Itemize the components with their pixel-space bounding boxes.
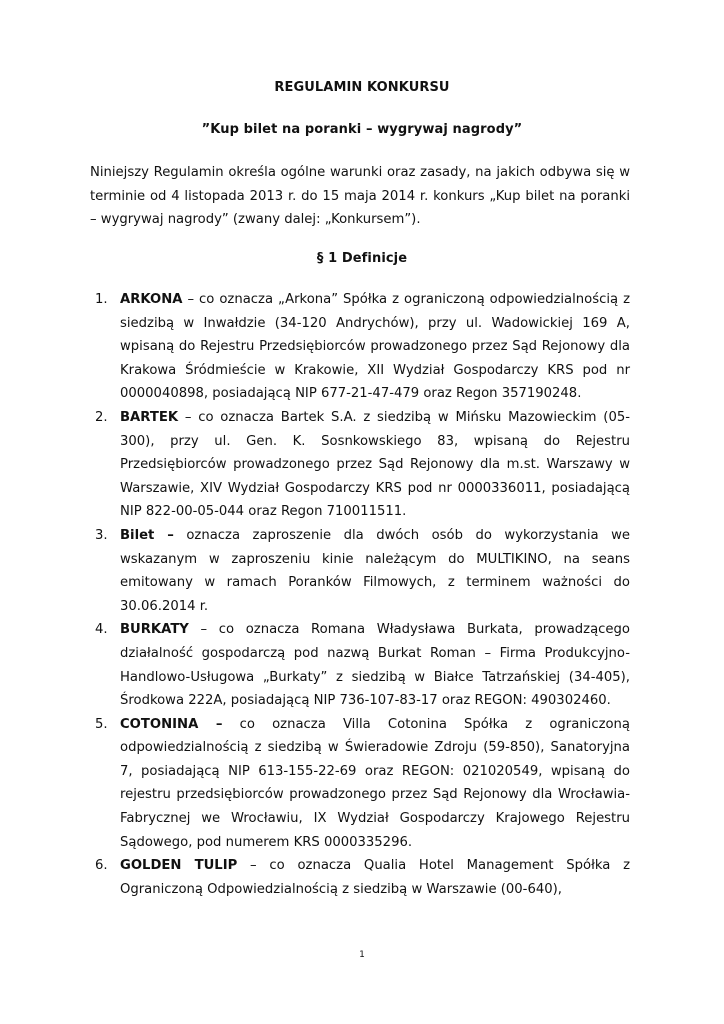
definition-item	[90, 524, 630, 618]
section-heading: § 1 Definicje	[316, 251, 408, 266]
definition-text: – co oznacza „Arkona” Spółka z ograniczoną odpowiedzialnością z siedzibą w Inwałdzie (34-120 Andrychów), przy ul. Wadowickiej 169 A, wpisaną do Rejestru Przedsiębiorców prowadzonego przez Sąd Rejonowy dla Krakowa Śródmieście w Krakowie, XII Wydział Gospodarczy KRS pod nr 0000040898, posiadającą NIP 677-21-47-479 oraz Regon 357190248.	[120, 292, 630, 402]
definition-text: – co oznacza Qualia Hotel Management Spółka z Ograniczoną Odpowiedzialnością z siedzibą w Warszawie (00-640),	[120, 858, 630, 897]
definition-item	[90, 618, 630, 712]
definition-item	[90, 406, 630, 524]
definition-term: BURKATY	[120, 622, 189, 638]
definition-text: – co oznacza Romana Władysława Burkata, prowadzącego działalność gospodarczą pod nazwą Burkat Roman – Firma Produkcyjno-Handlowo-Usługowa „Burkaty” z siedzibą w Białce Tatrzańskiej (34-405), Środkowa 222A, posiadającą NIP 736-107-83-17 oraz REGON: 490302460.	[120, 622, 630, 709]
definition-term: COTONINA –	[120, 716, 223, 732]
definition-text: – co oznacza Bartek S.A. z siedzibą w Mińsku Mazowieckim (05-300), przy ul. Gen. K. Sosnkowskiego 83, wpisaną do Rejestru Przedsiębiorców prowadzonego przez Sąd Rejonowy dla m.st. Warszawy w Warszawie, XIV Wydział Gospodarczy KRS pod nr 0000336011, posiadającą NIP 822-00-05-044 oraz Regon 710011511.	[120, 409, 630, 520]
definition-item	[90, 713, 630, 855]
document-title: REGULAMIN KONKURSU	[274, 80, 450, 95]
definition-term: Bilet –	[120, 527, 174, 543]
definition-item	[90, 854, 630, 901]
definition-term: BARTEK	[120, 409, 179, 425]
item-number: 5.	[95, 716, 108, 732]
item-number: 1.	[95, 292, 108, 307]
definition-term: GOLDEN TULIP	[120, 858, 238, 874]
item-number: 4.	[95, 622, 108, 638]
item-number: 3.	[95, 527, 108, 543]
contest-name: ”Kup bilet na poranki – wygrywaj nagrody”	[201, 122, 523, 137]
page-number: 1	[359, 950, 365, 960]
definition-text: oznacza zaproszenie dla dwóch osób do wykorzystania we wskazanym w zaproszeniu kinie należącym do MULTIKINO, na seans emitowany w ramach Poranków Filmowych, z terminem ważności do 30.06.2014 r.	[120, 527, 631, 614]
definition-term: ARKONA	[120, 292, 183, 307]
definition-text: co oznacza Villa Cotonina Spółka z ograniczoną odpowiedzialnością z siedzibą w Świeradowie Zdroju (59-850), Sanatoryjna 7, posiadającą NIP 613-155-22-69 oraz REGON: 021020549, wpisaną do rejestru przedsiębiorców prowadzonego przez Sąd Rejonowy dla Wrocławia-Fabrycznej we Wrocławiu, IX Wydział Gospodarczy Krajowego Rejestru Sądowego, pod numerem KRS 0000335296.	[120, 716, 630, 850]
item-number: 6.	[95, 858, 108, 874]
item-number: 2.	[95, 409, 108, 425]
definition-item	[90, 288, 630, 406]
definitions-list	[90, 288, 630, 901]
intro-paragraph: Niniejszy Regulamin określa ogólne warunki oraz zasady, na jakich odbywa się w terminie od 4 listopada 2013 r. do 15 maja 2014 r. konkurs „Kup bilet na poranki – wygrywaj nagrody” (zwany dalej: „Konkursem”).	[90, 165, 630, 227]
